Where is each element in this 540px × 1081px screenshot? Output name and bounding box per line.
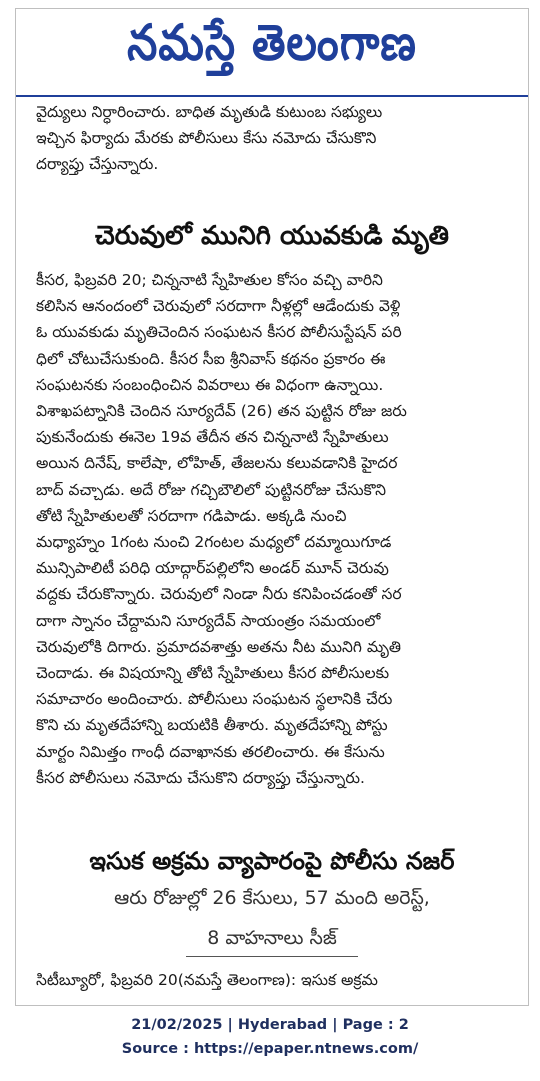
text-line: కీసర, ఫిబ్రవరి 20; చిన్ననాటి స్నేహితుల కోసం వచ్చి వారిని: [36, 271, 383, 289]
text-line: మధ్యాహ్నం 1గంట నుంచి 2గంటల మధ్యలో దమ్మాయిగూడ: [36, 533, 392, 552]
masthead-title: నమస్తే తెలంగాణ: [127, 14, 417, 72]
footer-date-line: 21/02/2025 | Hyderabad | Page : 2: [131, 1017, 409, 1033]
masthead: [16, 9, 528, 89]
article2-body: [36, 967, 508, 993]
text-line: చెందాడు. ఈ విషయాన్ని తోటి స్నేహితులు కీసర పోలీసులకు: [36, 664, 390, 683]
text-line: దాగా స్నానం చేద్దామని సూర్యదేవ్ సాయంత్రం సమయంలో: [36, 611, 381, 630]
article1-body: [36, 267, 508, 791]
text-line: ఇచ్చిన ఫిర్యాదు మేరకు పోలీసులు కేసు నమోదు చేసుకొని: [36, 129, 377, 148]
article2-subhead-line2: 8 వాహనాలు సీజ్: [207, 927, 337, 949]
text-line: అయిన దినేష్, కాలేషా, లోహిత్, తేజలను కలువడానికి హైదర: [36, 454, 398, 473]
subhead-underline: [186, 956, 358, 957]
text-line: తోటి స్నేహితులతో సరదాగా గడిపాడు. అక్కడి నుంచి: [36, 506, 347, 525]
text-line: ఓ యువకుడు మృతిచెందిన సంఘటన కీసర పోలీసుస్టేషన్ పరి: [36, 323, 402, 342]
article2-subhead-line1: ఆరు రోజుల్లో 26 కేసులు, 57 మంది అరెస్ట్,: [114, 887, 430, 909]
masthead-divider: [16, 95, 528, 97]
text-line: కలిసిన ఆనందంలో చెరువులో సరదాగా నీళ్లల్లో ఆడేందుకు వెళ్లి: [36, 297, 401, 316]
text-line: మార్టం నిమిత్తం గాంధీ దవాఖానకు తరలించారు. ఈ కేసును: [36, 742, 385, 761]
article2-headline: ఇసుక అక్రమ వ్యాపారంపై పోలీసు నజర్: [89, 847, 455, 875]
text-line: ధిలో చోటుచేసుకుంది. కీసర సీఐ శ్రీనివాస్ కథనం ప్రకారం ఈ: [36, 349, 386, 368]
text-line: సిటీబ్యూరో, ఫిబ్రవరి 20(నమస్తే తెలంగాణ): ఇసుక అక్రమ: [36, 971, 378, 989]
text-line: చెరువులోకి దిగారు. ప్రమాదవశాత్తు అతను నీట మునిగి మృతి: [36, 637, 401, 656]
text-line: దర్యాప్తు చేస్తున్నారు.: [36, 155, 159, 174]
text-line: విశాఖపట్నానికి చెందిన సూర్యదేవ్ (26) తన పుట్టిన రోజు జరు: [36, 402, 407, 421]
text-line: సంఘటనకు సంబంధించిన వివరాలు ఈ విధంగా ఉన్నాయి.: [36, 375, 384, 394]
intro-paragraph: [36, 99, 508, 178]
text-line: సమాచారం అందించారు. పోలీసులు సంఘటన స్థలానికి చేరు: [36, 690, 393, 709]
text-line: కీసర పోలీసులు నమోదు చేసుకొని దర్యాప్తు చేస్తున్నారు.: [36, 768, 365, 787]
text-line: మున్సిపాలిటీ పరిధి యాద్గార్‌పల్లిలోని అండర్ మూన్ చెరువు: [36, 559, 389, 578]
text-line: పుకునేందుకు ఈనెల 19వ తేదీన తన చిన్ననాటి స్నేహితులు: [36, 428, 389, 447]
article1-headline: చెరువులో మునిగి యువకుడి మృతి: [95, 221, 449, 251]
text-line: కొని చు మృతదేహాన్ని బయటికి తీశారు. మృతదేహాన్ని పోస్టు: [36, 716, 388, 735]
text-line: వద్దకు చేరుకొన్నారు. చెరువులో నిండా నీరు కనిపించడంతో సర: [36, 585, 402, 604]
text-line: బాద్ వచ్చాడు. అదే రోజు గచ్చిబౌలిలో పుట్టినరోజు చేసుకొని: [36, 480, 387, 499]
text-line: వైద్యులు నిర్ధారించారు. బాధిత మృతుడి కుటుంబ సభ్యులు: [36, 103, 383, 121]
footer-source-line: Source : https://epaper.ntnews.com/: [121, 1041, 419, 1057]
newspaper-clipping: [15, 8, 529, 1006]
